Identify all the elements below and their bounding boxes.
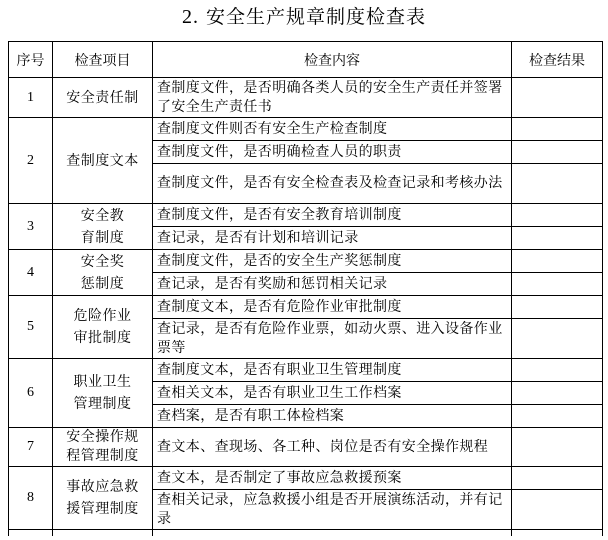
- check-result-cell[interactable]: [512, 141, 603, 164]
- table-row: [9, 250, 603, 273]
- row-number: 8: [9, 467, 53, 530]
- table-row: [9, 428, 603, 467]
- title-text: 安全生产规章制度检查表: [206, 6, 427, 28]
- check-item: [53, 467, 153, 530]
- check-content: 查文本，是否制定了事故应急救援预案: [153, 467, 512, 490]
- partial-cell: [53, 530, 153, 537]
- title-number: 2.: [181, 6, 199, 28]
- check-result-cell[interactable]: [512, 359, 603, 382]
- check-item: [53, 296, 153, 359]
- check-result-cell[interactable]: [512, 467, 603, 490]
- row-number: 7: [9, 428, 53, 467]
- check-content: 查制度文件，是否明确各类人员的安全生产责任并签署了安全生产责任书: [153, 78, 512, 118]
- check-content: 查记录，是否有危险作业票，如动火票、进入设备作业票等: [153, 319, 512, 359]
- header-result: 检查结果: [512, 42, 603, 78]
- check-content: 查制度文本，是否有职业卫生管理制度: [153, 359, 512, 382]
- check-item-text: 安全教育制度: [80, 207, 125, 246]
- check-result-cell[interactable]: [512, 78, 603, 118]
- table-row: [9, 359, 603, 382]
- check-content: 查文本、查现场、各工种、岗位是否有安全操作规程: [153, 428, 512, 467]
- check-content: 查记录，是否有计划和培训记录: [153, 227, 512, 250]
- check-item-text: 危险作业审批制度: [73, 308, 132, 346]
- header-no: 序号: [9, 42, 53, 78]
- check-item-text: 安全操作规程管理制度: [66, 429, 139, 464]
- check-content: 查制度文件，是否有安全教育培训制度: [153, 204, 512, 227]
- row-number: 5: [9, 296, 53, 359]
- row-number: 1: [9, 78, 53, 118]
- check-result-cell[interactable]: [512, 405, 603, 428]
- check-content: 查相关记录，应急救援小组是否开展演练活动，并有记录: [153, 490, 512, 530]
- check-item: [53, 250, 153, 296]
- check-content: 查记录，是否有奖励和惩罚相关记录: [153, 273, 512, 296]
- partial-cell: [512, 530, 603, 537]
- partial-cell: [153, 530, 512, 537]
- check-item-text: 安全奖惩制度: [80, 253, 125, 292]
- check-result-cell[interactable]: [512, 319, 603, 359]
- check-content: 查相关文本，是否有职业卫生工作档案: [153, 382, 512, 405]
- check-item: [53, 428, 153, 467]
- check-result-cell[interactable]: [512, 382, 603, 405]
- check-result-cell[interactable]: [512, 118, 603, 141]
- check-result-cell[interactable]: [512, 250, 603, 273]
- header-item: 检查项目: [53, 42, 153, 78]
- check-item: [53, 204, 153, 250]
- table-row: [9, 78, 603, 118]
- table-header-row: [9, 42, 603, 78]
- check-result-cell[interactable]: [512, 296, 603, 319]
- row-number: 2: [9, 118, 53, 204]
- document-title: [0, 4, 608, 30]
- check-result-cell[interactable]: [512, 164, 603, 204]
- check-item: 查制度文本: [53, 118, 153, 204]
- check-result-cell[interactable]: [512, 428, 603, 467]
- check-item: [53, 359, 153, 428]
- header-content: 检查内容: [153, 42, 512, 78]
- check-content: 查档案，是否有职工体检档案: [153, 405, 512, 428]
- check-item-text: 事故应急救援管理制度: [66, 479, 139, 517]
- check-content: 查制度文本，是否有危险作业审批制度: [153, 296, 512, 319]
- table-row-partial: [9, 530, 603, 537]
- check-result-cell[interactable]: [512, 273, 603, 296]
- check-content: 查制度文件，是否的安全生产奖惩制度: [153, 250, 512, 273]
- partial-cell: [9, 530, 53, 537]
- check-result-cell[interactable]: [512, 227, 603, 250]
- table-row: [9, 204, 603, 227]
- check-result-cell[interactable]: [512, 204, 603, 227]
- table-row: [9, 467, 603, 490]
- table-row: [9, 118, 603, 141]
- row-number: 4: [9, 250, 53, 296]
- table-row: [9, 296, 603, 319]
- check-content: 查制度文件，是否有安全检查表及检查记录和考核办法: [153, 164, 512, 204]
- check-item-text: 职业卫生管理制度: [73, 374, 132, 412]
- check-content: 查制度文件，是否明确检查人员的职责: [153, 141, 512, 164]
- row-number: 6: [9, 359, 53, 428]
- check-item: 安全责任制: [53, 78, 153, 118]
- row-number: 3: [9, 204, 53, 250]
- safety-regulation-checklist-table: [8, 41, 603, 536]
- check-result-cell[interactable]: [512, 490, 603, 530]
- check-content: 查制度文件则否有安全生产检查制度: [153, 118, 512, 141]
